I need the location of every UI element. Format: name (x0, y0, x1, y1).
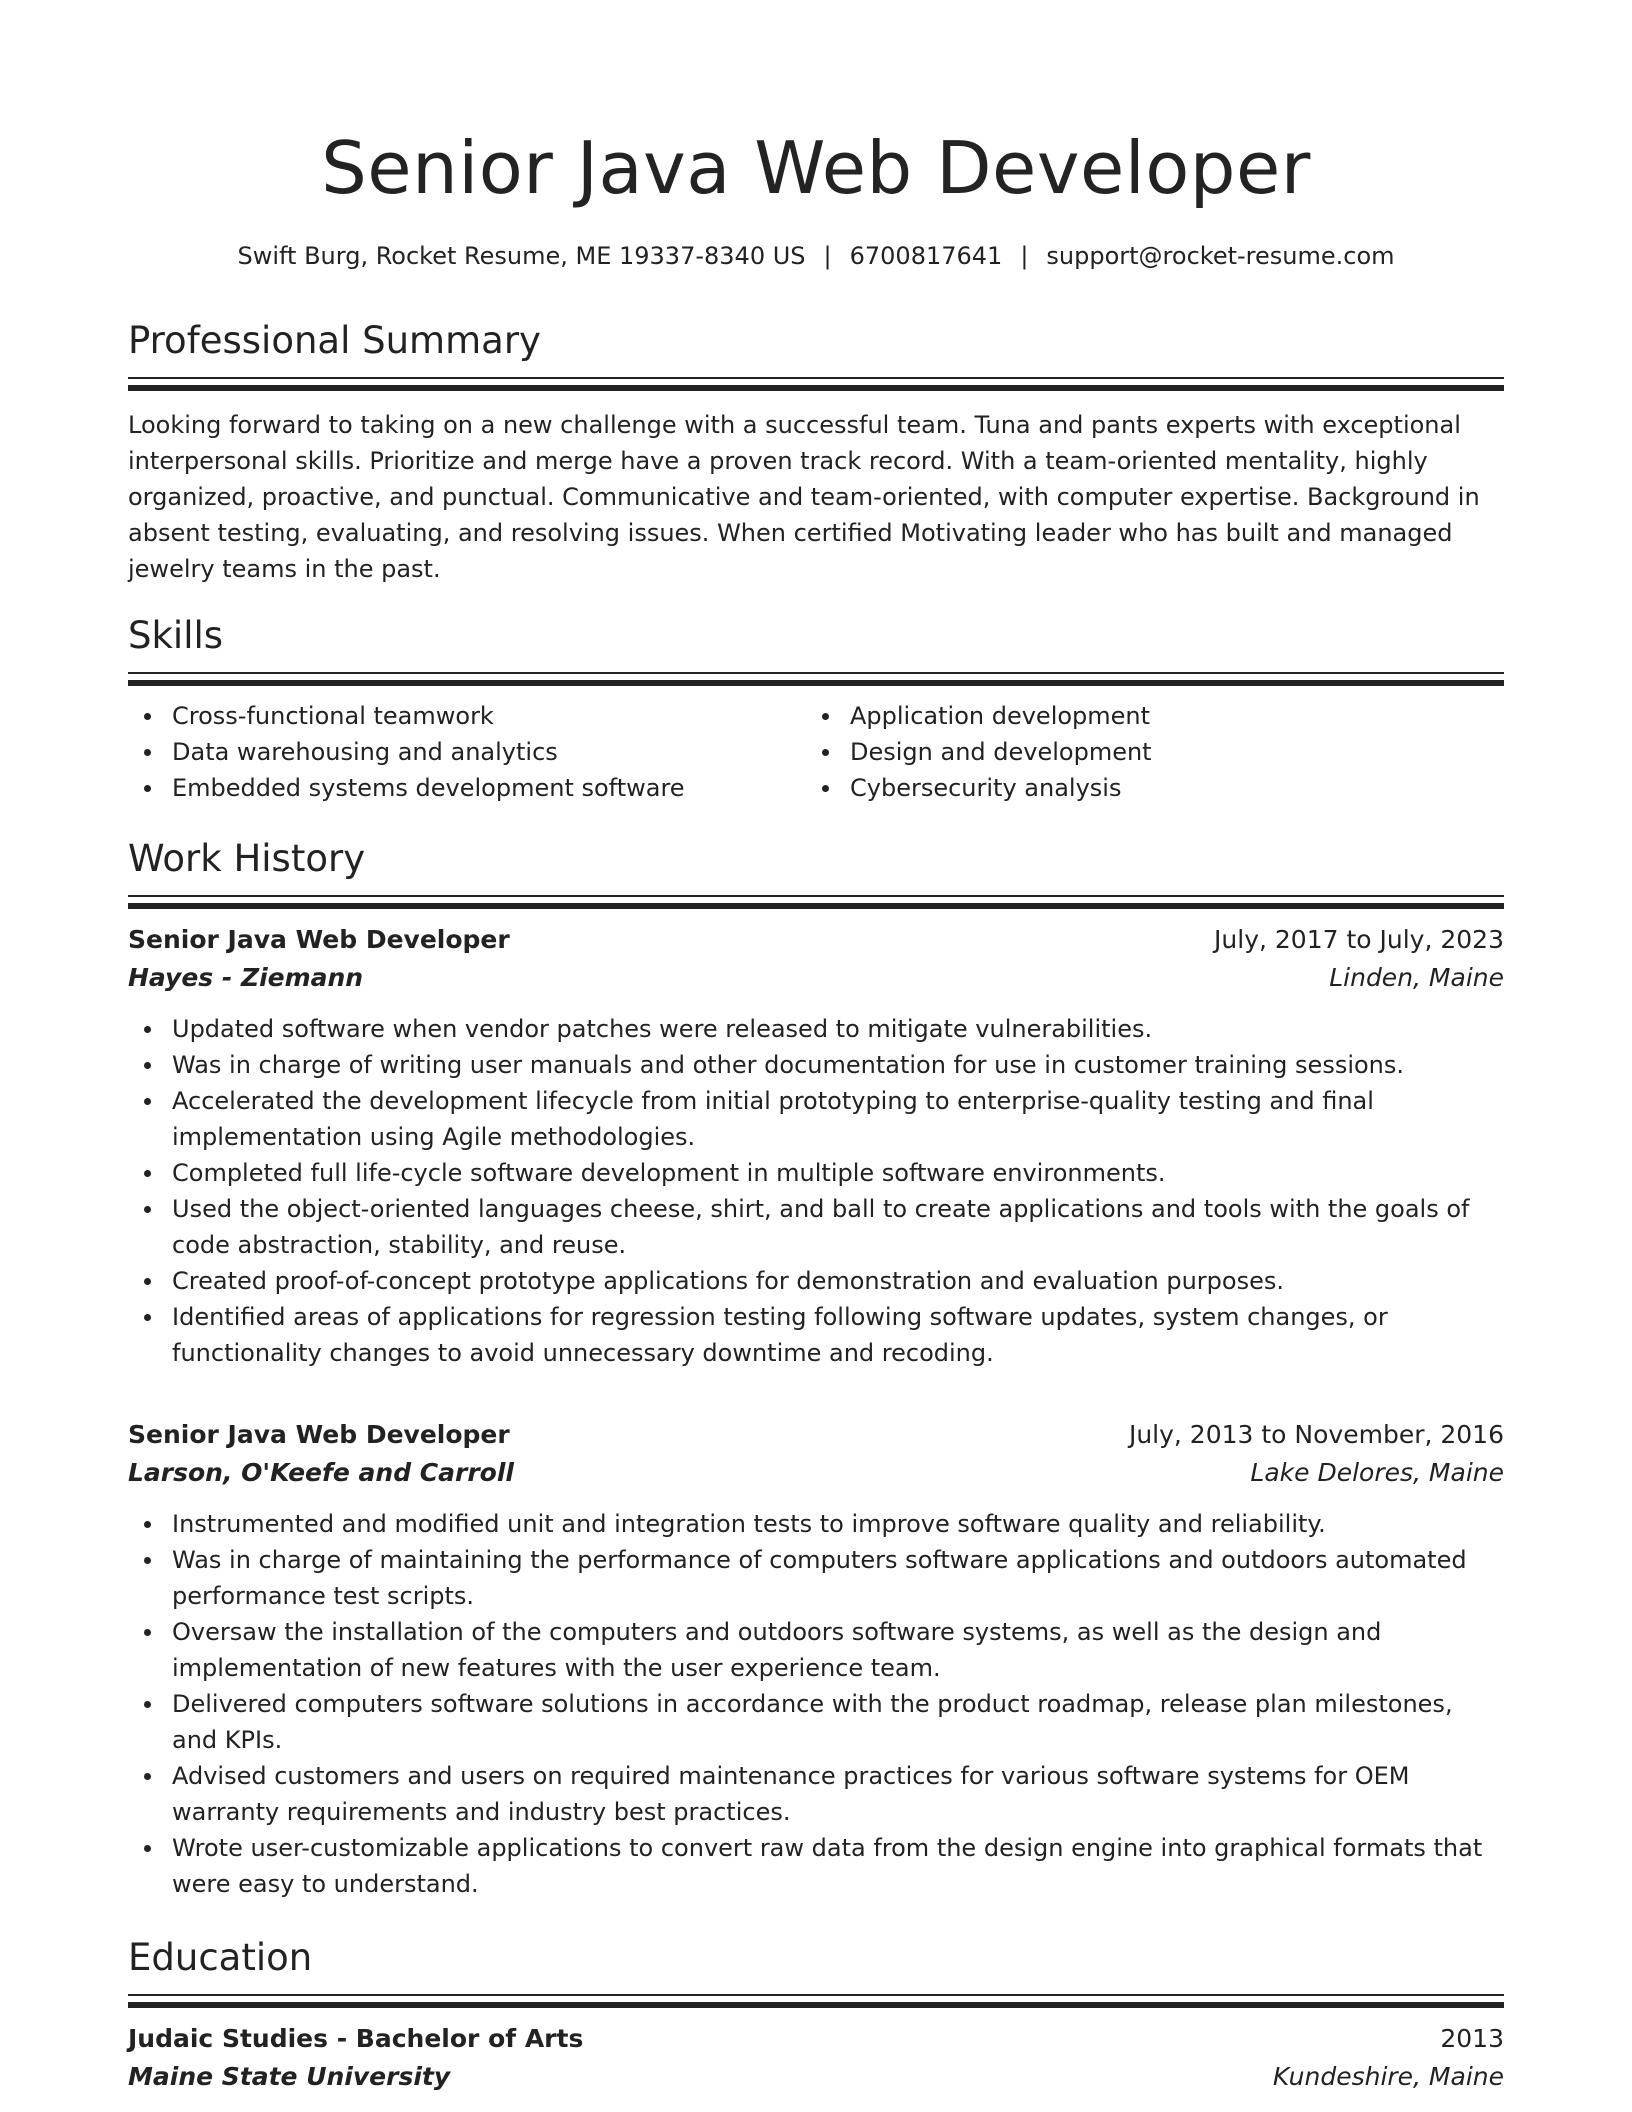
contact-line (128, 238, 1504, 274)
job-bullet: Accelerated the development lifecycle from initial prototyping to enterprise-quality testing and final implementation using Agile methodologies. (172, 1083, 1504, 1155)
contact-separator: | (1020, 242, 1029, 270)
job-title: Senior Java Web Developer (128, 1420, 510, 1449)
job-bullet: Oversaw the installation of the computers and outdoors software systems, as well as the design and implementation of new features with the user experience team. (172, 1614, 1504, 1686)
work-history-section (128, 834, 1504, 1371)
skill-item: Embedded systems development software (172, 770, 806, 806)
education-subheader (128, 2058, 1504, 2096)
section-divider (128, 672, 1504, 688)
job-bullet: Completed full life-cycle software development in multiple software environments. (172, 1155, 1504, 1191)
job-entry-second (128, 1416, 1504, 1902)
skills-section (128, 611, 1504, 806)
contact-phone: 6700817641 (849, 242, 1003, 270)
education-location: Kundeshire, Maine (1272, 2062, 1504, 2091)
skill-item: Design and development (850, 734, 1484, 770)
job-location: Lake Delores, Maine (1250, 1458, 1504, 1487)
job-company: Hayes - Ziemann (128, 963, 364, 992)
section-heading-work: Work History (128, 837, 366, 880)
education-header (128, 2020, 1504, 2058)
job-dates: July, 2017 to July, 2023 (1214, 925, 1504, 954)
summary-section (128, 316, 1504, 587)
education-degree: Judaic Studies - Bachelor of Arts (128, 2024, 584, 2053)
summary-text: Looking forward to taking on a new challenge with a successful team. Tuna and pants experts with exceptional interpersonal skills. Prioritize and merge have a proven track record. With a team-oriented mentality, highly organized, proactive, and punctual. Communicative and team-oriented, with computer expertise. Background in absent testing, evaluating, and resolving issues. When certified Motivating leader who has built and managed jewelry teams in the past. (128, 411, 1480, 583)
section-divider (128, 377, 1504, 393)
skills-columns (128, 698, 1504, 806)
skill-item: Application development (850, 698, 1484, 734)
job-bullet-list (128, 1506, 1504, 1902)
education-section (128, 1933, 1504, 2096)
job-bullet: Used the object-oriented languages cheese, shirt, and ball to create applications and tools with the goals of code abstraction, stability, and reuse. (172, 1191, 1504, 1263)
section-heading-summary: Professional Summary (128, 319, 541, 362)
skills-list-left (128, 698, 806, 806)
job-bullet-list (128, 1011, 1504, 1371)
job-bullet: Wrote user-customizable applications to convert raw data from the design engine into graphical formats that were easy to understand. (172, 1830, 1504, 1902)
job-bullet: Instrumented and modified unit and integration tests to improve software quality and reliability. (172, 1506, 1504, 1542)
skill-item: Cross-functional teamwork (172, 698, 806, 734)
job-title: Senior Java Web Developer (128, 925, 510, 954)
job-header (128, 921, 1504, 959)
job-bullet: Identified areas of applications for regression testing following software updates, system changes, or functionality changes to avoid unnecessary downtime and recoding. (172, 1299, 1504, 1371)
job-subheader (128, 959, 1504, 997)
skill-item: Data warehousing and analytics (172, 734, 806, 770)
section-heading-skills: Skills (128, 614, 224, 657)
job-bullet: Created proof-of-concept prototype applications for demonstration and evaluation purposes. (172, 1263, 1504, 1299)
job-header (128, 1416, 1504, 1454)
job-subheader (128, 1454, 1504, 1492)
contact-email: support@rocket-resume.com (1046, 242, 1395, 270)
contact-address: Swift Burg, Rocket Resume, ME 19337-8340 US (237, 242, 806, 270)
job-dates: July, 2013 to November, 2016 (1128, 1420, 1504, 1449)
job-location: Linden, Maine (1329, 963, 1504, 992)
job-company: Larson, O'Keefe and Carroll (128, 1458, 514, 1487)
job-bullet: Was in charge of maintaining the performance of computers software applications and outdoors automated performance test scripts. (172, 1542, 1504, 1614)
job-bullet: Advised customers and users on required maintenance practices for various software systems for OEM warranty requirements and industry best practices. (172, 1758, 1504, 1830)
job-entry (128, 921, 1504, 1371)
resume-title: Senior Java Web Developer (321, 126, 1311, 210)
section-heading-education: Education (128, 1936, 313, 1979)
contact-separator: | (823, 242, 832, 270)
section-divider (128, 895, 1504, 911)
job-bullet: Was in charge of writing user manuals and other documentation for use in customer training sessions. (172, 1047, 1504, 1083)
education-year: 2013 (1440, 2024, 1504, 2053)
education-school: Maine State University (128, 2062, 451, 2091)
job-bullet: Updated software when vendor patches were released to mitigate vulnerabilities. (172, 1011, 1504, 1047)
skills-list-right (806, 698, 1484, 806)
job-bullet: Delivered computers software solutions in accordance with the product roadmap, release plan milestones, and KPIs. (172, 1686, 1504, 1758)
section-divider (128, 1994, 1504, 2010)
skill-item: Cybersecurity analysis (850, 770, 1484, 806)
